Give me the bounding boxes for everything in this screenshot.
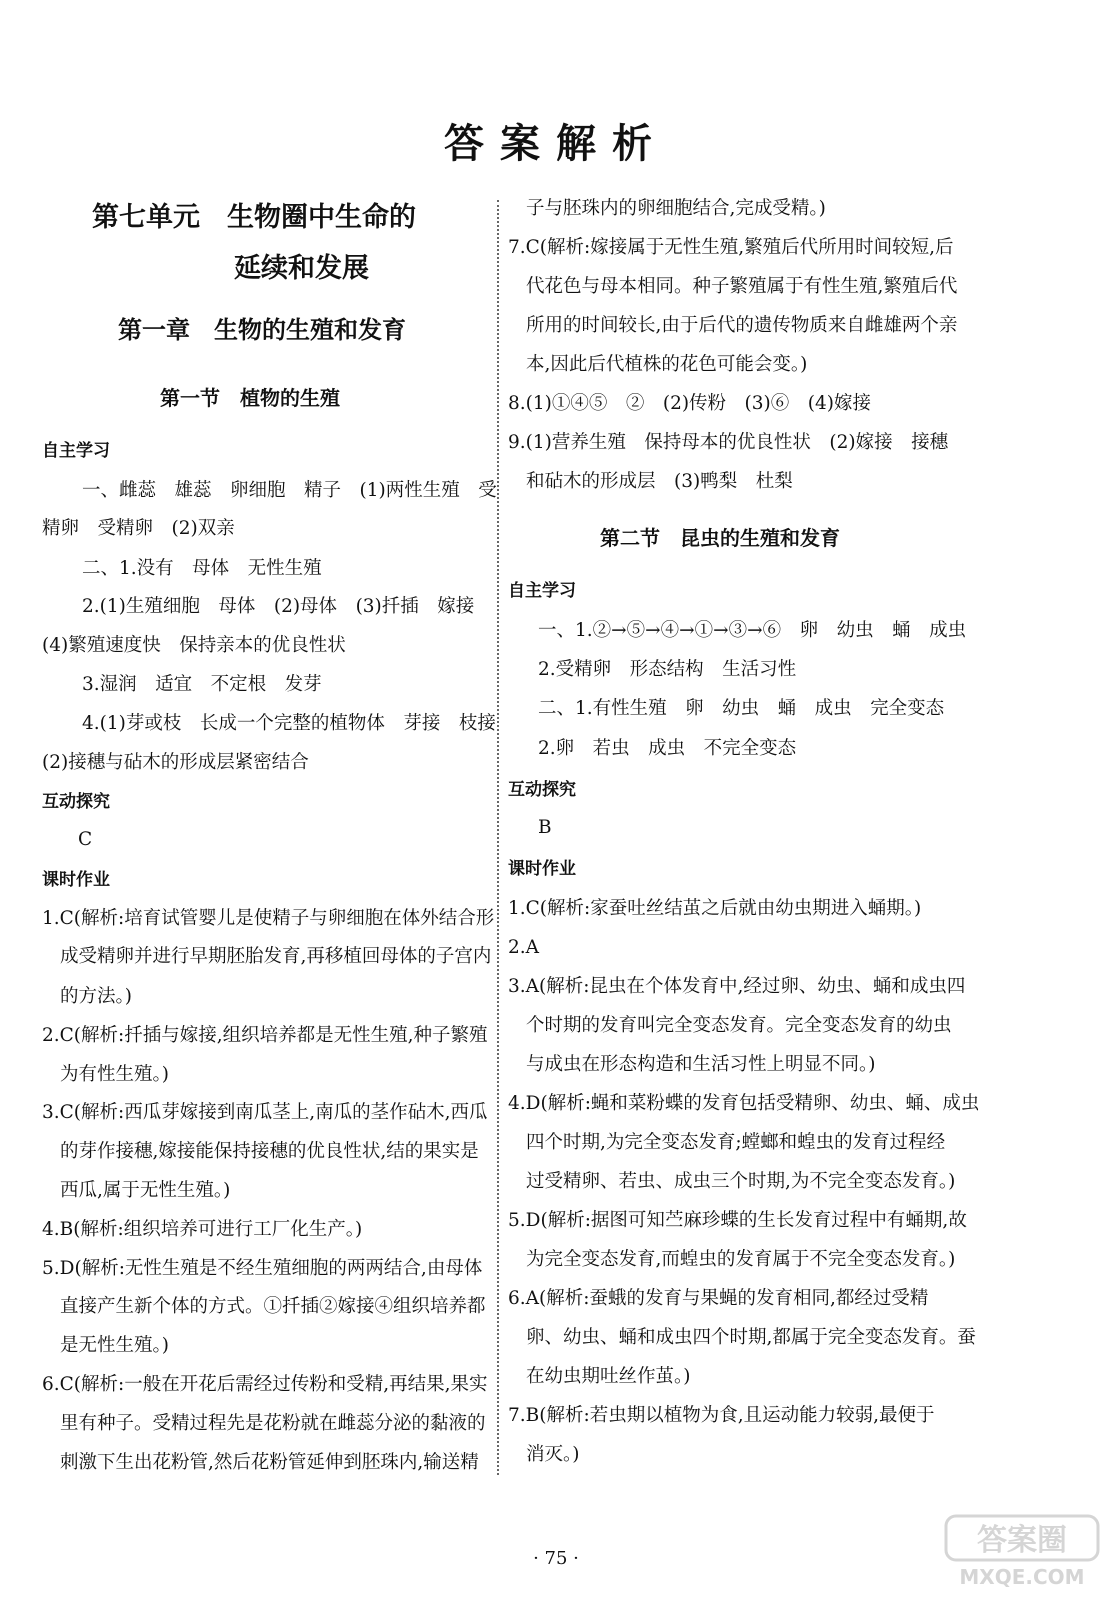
heading-interactive: 互动探究 (42, 792, 110, 812)
answer-line: 刺激下生出花粉管,然后花粉管延伸到胚珠内,输送精 (60, 1452, 479, 1473)
answer-line: 1.C(解析:培育试管婴儿是使精子与卵细胞在体外结合形 (42, 908, 495, 929)
answer-line: 3.C(解析:西瓜芽嫁接到南瓜茎上,南瓜的茎作砧木,西瓜 (42, 1102, 488, 1123)
answer-line: 过受精卵、若虫、成虫三个时期,为不完全变态发育。) (526, 1171, 956, 1192)
text-line: (4)繁殖速度快 保持亲本的优良性状 (42, 635, 346, 656)
answer-line: 西瓜,属于无性生殖。) (60, 1180, 231, 1201)
answer-line: 本,因此后代植株的花色可能会变。) (526, 354, 808, 375)
answer-line: 的芽作接穗,嫁接能保持接穗的优良性状,结的果实是 (60, 1141, 479, 1162)
text-line: 4.(1)芽或枝 长成一个完整的植物体 芽接 枝接 (82, 713, 496, 734)
answer-line: 5.D(解析:无性生殖是不经生殖细胞的两两结合,由母体 (42, 1258, 483, 1279)
heading-self-study: 自主学习 (42, 441, 110, 461)
answer-line: 4.D(解析:蝇和菜粉蝶的发育包括受精卵、幼虫、蛹、成虫 (508, 1093, 980, 1114)
answer-letter: C (78, 829, 93, 850)
svg-text:MXQE.COM: MXQE.COM (959, 1565, 1085, 1589)
watermark-logo-icon (942, 1512, 1102, 1592)
answer-line: 2.A (508, 937, 540, 958)
answer-line: 代花色与母本相同。种子繁殖属于有性生殖,繁殖后代 (526, 276, 958, 297)
unit-title-line1: 第七单元 生物圈中生命的 (92, 202, 416, 233)
answer-line: 为完全变态发育,而蝗虫的发育属于不完全变态发育。) (526, 1249, 956, 1270)
answer-line: 个时期的发育叫完全变态发育。完全变态发育的幼虫 (526, 1015, 952, 1036)
text-line: 二、1.有性生殖 卵 幼虫 蛹 成虫 完全变态 (538, 698, 945, 719)
answer-line: 7.B(解析:若虫期以植物为食,且运动能力较弱,最便于 (508, 1405, 935, 1426)
text-line: 2.(1)生殖细胞 母体 (2)母体 (3)扦插 嫁接 (82, 596, 475, 617)
text-line: 2.卵 若虫 成虫 不完全变态 (538, 738, 797, 759)
text-line: 2.受精卵 形态结构 生活习性 (538, 659, 797, 680)
answer-line: 3.A(解析:昆虫在个体发育中,经过卵、幼虫、蛹和成虫四 (508, 976, 966, 997)
section-title: 第二节 昆虫的生殖和发育 (600, 526, 840, 550)
text-line: 精卵 受精卵 (2)双亲 (42, 518, 235, 539)
answer-line: 8.(1)①④⑤ ② (2)传粉 (3)⑥ (4)嫁接 (508, 393, 871, 414)
answer-line: 与成虫在形态构造和生活习性上明显不同。) (526, 1054, 876, 1075)
text-line: (2)接穗与砧木的形成层紧密结合 (42, 752, 309, 773)
page-title: 答案解析 (444, 121, 668, 167)
answer-line: 成受精卵并进行早期胚胎发育,再移植回母体的子宫内 (60, 946, 492, 967)
answer-line: 6.C(解析:一般在开花后需经过传粉和受精,再结果,果实 (42, 1374, 488, 1395)
answer-letter: B (538, 817, 552, 838)
text-line: 二、1.没有 母体 无性生殖 (82, 558, 322, 579)
answer-line: 4.B(解析:组织培养可进行工厂化生产。) (42, 1219, 363, 1240)
answer-line: 子与胚珠内的卵细胞结合,完成受精。) (526, 198, 826, 219)
answer-line: 7.C(解析:嫁接属于无性生殖,繁殖后代所用时间较短,后 (508, 237, 954, 258)
answer-line: 里有种子。受精过程先是花粉就在雌蕊分泌的黏液的 (60, 1413, 486, 1434)
answer-line: 和砧木的形成层 (3)鸭梨 杜梨 (526, 471, 793, 492)
heading-self-study: 自主学习 (508, 581, 576, 601)
answer-line: 5.D(解析:据图可知苎麻珍蝶的生长发育过程中有蛹期,故 (508, 1210, 967, 1231)
answer-line: 所用的时间较长,由于后代的遗传物质来自雌雄两个亲 (526, 315, 958, 336)
answer-line: 直接产生新个体的方式。①扦插②嫁接④组织培养都 (60, 1296, 486, 1317)
answer-line: 2.C(解析:扦插与嫁接,组织培养都是无性生殖,种子繁殖 (42, 1025, 488, 1046)
answer-line: 是无性生殖。) (60, 1335, 169, 1356)
watermark-logo (942, 1512, 1102, 1592)
answer-line: 6.A(解析:蚕蛾的发育与果蝇的发育相同,都经过受精 (508, 1288, 929, 1309)
answer-line: 在幼虫期吐丝作茧。) (526, 1366, 691, 1387)
chapter-title: 第一章 生物的生殖和发育 (118, 316, 406, 344)
section-title: 第一节 植物的生殖 (160, 386, 340, 410)
answer-line: 的方法。) (60, 986, 132, 1007)
answer-line: 1.C(解析:家蚕吐丝结茧之后就由幼虫期进入蛹期。) (508, 898, 922, 919)
text-line: 一、雌蕊 雄蕊 卵细胞 精子 (1)两性生殖 受 (82, 480, 497, 501)
column-divider (497, 200, 499, 1475)
svg-text:答案圈: 答案圈 (977, 1523, 1067, 1558)
page-number: · 75 · (533, 1548, 579, 1569)
answer-line: 为有性生殖。) (60, 1064, 169, 1085)
heading-interactive: 互动探究 (508, 780, 576, 800)
answer-line: 消灭。) (526, 1444, 580, 1465)
unit-title-line2: 延续和发展 (234, 253, 369, 284)
text-line: 一、1.②→⑤→④→①→③→⑥ 卵 幼虫 蛹 成虫 (538, 620, 967, 641)
answer-line: 卵、幼虫、蛹和成虫四个时期,都属于完全变态发育。蚕 (526, 1327, 976, 1348)
heading-homework: 课时作业 (508, 859, 576, 879)
answer-line: 9.(1)营养生殖 保持母本的优良性状 (2)嫁接 接穗 (508, 432, 949, 453)
heading-homework: 课时作业 (42, 870, 110, 890)
answer-line: 四个时期,为完全变态发育;螳螂和蝗虫的发育过程经 (526, 1132, 946, 1153)
text-line: 3.湿润 适宜 不定根 发芽 (82, 674, 322, 695)
